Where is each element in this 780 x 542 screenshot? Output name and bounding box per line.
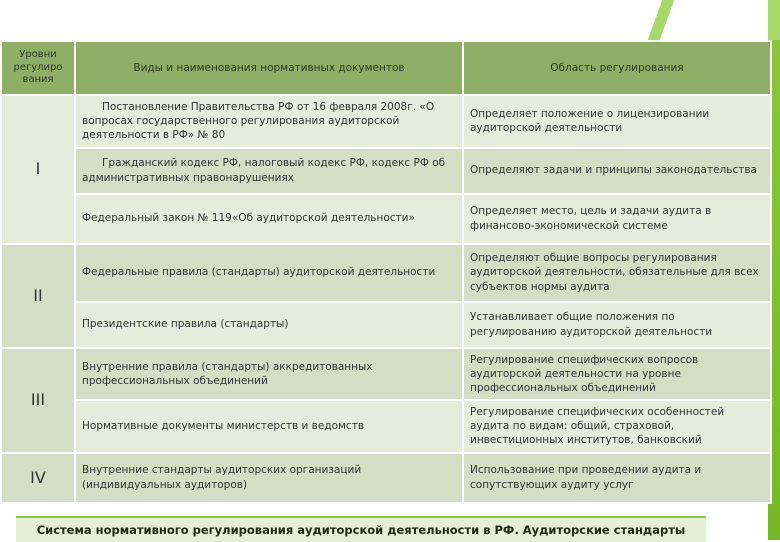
level-cell-3: III bbox=[1, 348, 75, 453]
area-cell: Определяет место, цель и задачи аудита в финансово-экономической системе bbox=[463, 194, 771, 244]
level-cell-2: II bbox=[1, 244, 75, 348]
document-cell: Внутренние стандарты аудиторских организаций (индивидуальных аудиторов) bbox=[75, 453, 463, 503]
table-row bbox=[1, 400, 771, 453]
area-cell: Устанавливает общие положения по регулированию аудиторской деятельности bbox=[463, 302, 771, 348]
area-cell: Определяет положение о лицензировании аудиторской деятельности bbox=[463, 95, 771, 148]
table-row bbox=[1, 453, 771, 503]
table-row bbox=[1, 95, 771, 148]
document-cell: Федеральные правила (стандарты) аудиторской деятельности bbox=[75, 244, 463, 302]
document-cell: Гражданский кодекс РФ, налоговый кодекс РФ, кодекс РФ об административных правонарушениях bbox=[75, 148, 463, 194]
regulation-table bbox=[0, 40, 772, 504]
document-cell: Президентские правила (стандарты) bbox=[75, 302, 463, 348]
area-cell: Определяют задачи и принципы законодательства bbox=[463, 148, 771, 194]
table-row bbox=[1, 194, 771, 244]
area-cell: Определяют общие вопросы регулирования аудиторской деятельности, обязательные для всех субъектов нормы аудита bbox=[463, 244, 771, 302]
document-cell: Внутренние правила (стандарты) аккредитованных профессиональных объединений bbox=[75, 348, 463, 401]
area-cell: Регулирование специфических особенностей аудита по видам: общий, страховой, инвестиционных институтов, банковский bbox=[463, 400, 771, 453]
decorative-top-stripe bbox=[648, 0, 675, 40]
area-cell: Регулирование специфических вопросов аудиторской деятельности на уровне профессиональных объединений bbox=[463, 348, 771, 401]
document-cell: Нормативные документы министерств и ведомств bbox=[75, 400, 463, 453]
header-area: Область регулирования bbox=[463, 41, 771, 95]
level-cell-1: I bbox=[1, 95, 75, 244]
header-levels: Уровни регулиро вания bbox=[1, 41, 75, 95]
table-row bbox=[1, 244, 771, 302]
area-cell: Использование при проведении аудита и сопутствующих аудиту услуг bbox=[463, 453, 771, 503]
table-row bbox=[1, 148, 771, 194]
slide-caption: Система нормативного регулирования аудиторской деятельности в РФ. Аудиторские стандарты bbox=[16, 516, 706, 542]
table-header-row bbox=[1, 41, 771, 95]
table-row bbox=[1, 348, 771, 401]
level-cell-4: IV bbox=[1, 453, 75, 503]
table-row bbox=[1, 302, 771, 348]
document-cell: Постановление Правительства РФ от 16 февраля 2008г. «О вопросах государственного регулирования аудиторской деятельности в РФ» № 80 bbox=[75, 95, 463, 148]
document-cell: Федеральный закон № 119«Об аудиторской деятельности» bbox=[75, 194, 463, 244]
header-documents: Виды и наименования нормативных документов bbox=[75, 41, 463, 95]
decorative-stripe bbox=[768, 0, 780, 40]
